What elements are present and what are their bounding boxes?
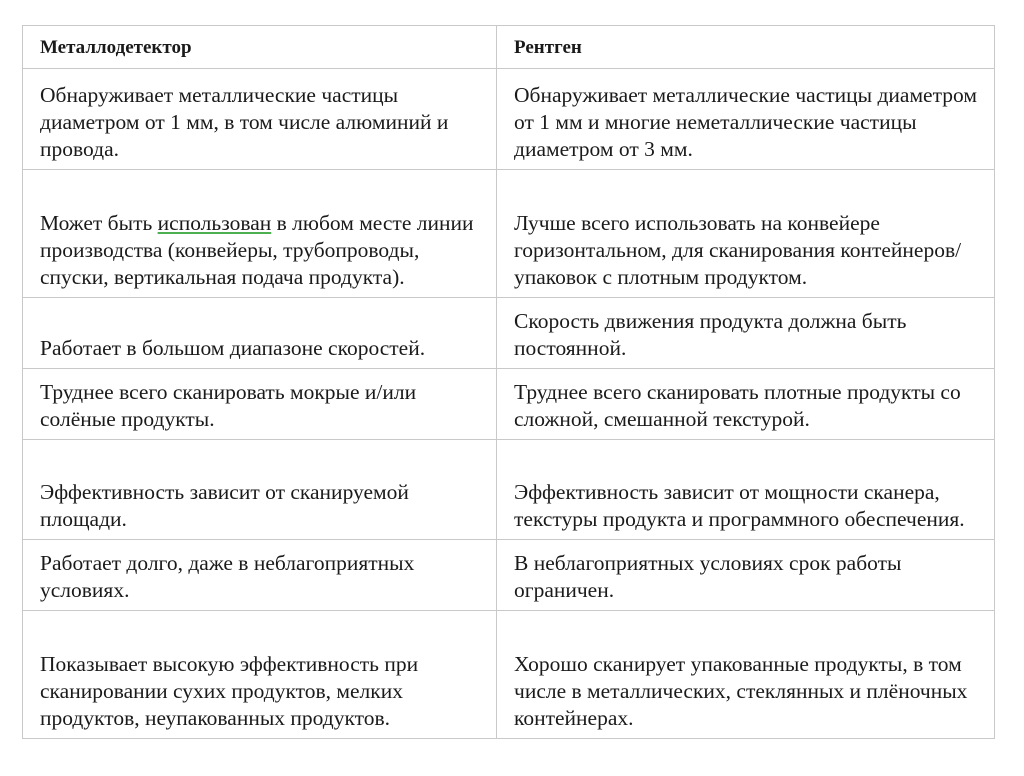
header-row: [23, 26, 995, 69]
table-row: [23, 369, 995, 440]
cell-metal-detector: Труднее всего сканировать мокрые и/или солёные продукты.: [23, 369, 497, 440]
table-row: [23, 440, 995, 540]
cell-xray: Лучше всего использовать на конвейере горизонтальном, для сканирования контейнеров/упаковок с плотным продуктом.: [497, 170, 995, 298]
header-xray: Рентген: [497, 26, 995, 69]
cell-xray: Хорошо сканирует упакованные продукты, в том числе в металлических, стеклянных и плёночных контейнерах.: [497, 611, 995, 739]
cell-xray: Эффективность зависит от мощности сканера, текстуры продукта и программного обеспечения.: [497, 440, 995, 540]
cell-metal-detector: Работает в большом диапазоне скоростей.: [23, 298, 497, 369]
cell-metal-detector: Эффективность зависит от сканируемой площади.: [23, 440, 497, 540]
comparison-table: [22, 25, 995, 739]
cell-text-part: Может быть: [40, 211, 158, 235]
table-row: [23, 611, 995, 739]
cell-metal-detector: Работает долго, даже в неблагоприятных условиях.: [23, 540, 497, 611]
cell-metal-detector: [23, 170, 497, 298]
table-row: [23, 170, 995, 298]
cell-xray: Скорость движения продукта должна быть постоянной.: [497, 298, 995, 369]
table-row: [23, 69, 995, 170]
cell-xray: Обнаруживает металлические частицы диаметром от 1 мм и многие неметаллические частицы диаметром от 3 мм.: [497, 69, 995, 170]
cell-metal-detector: Обнаруживает металлические частицы диаметром от 1 мм, в том числе алюминий и провода.: [23, 69, 497, 170]
header-metal-detector: Металлодетектор: [23, 26, 497, 69]
cell-xray: Труднее всего сканировать плотные продукты со сложной, смешанной текстурой.: [497, 369, 995, 440]
cell-xray: В неблагоприятных условиях срок работы ограничен.: [497, 540, 995, 611]
table-row: [23, 540, 995, 611]
cell-text-part: в любом месте линии производства (конвейеры, трубопроводы, спуски, вертикальная подача продукта).: [40, 211, 474, 289]
cell-metal-detector: Показывает высокую эффективность при сканировании сухих продуктов, мелких продуктов, неупакованных продуктов.: [23, 611, 497, 739]
table-row: [23, 298, 995, 369]
spellcheck-underlined-word: использован: [157, 211, 272, 235]
